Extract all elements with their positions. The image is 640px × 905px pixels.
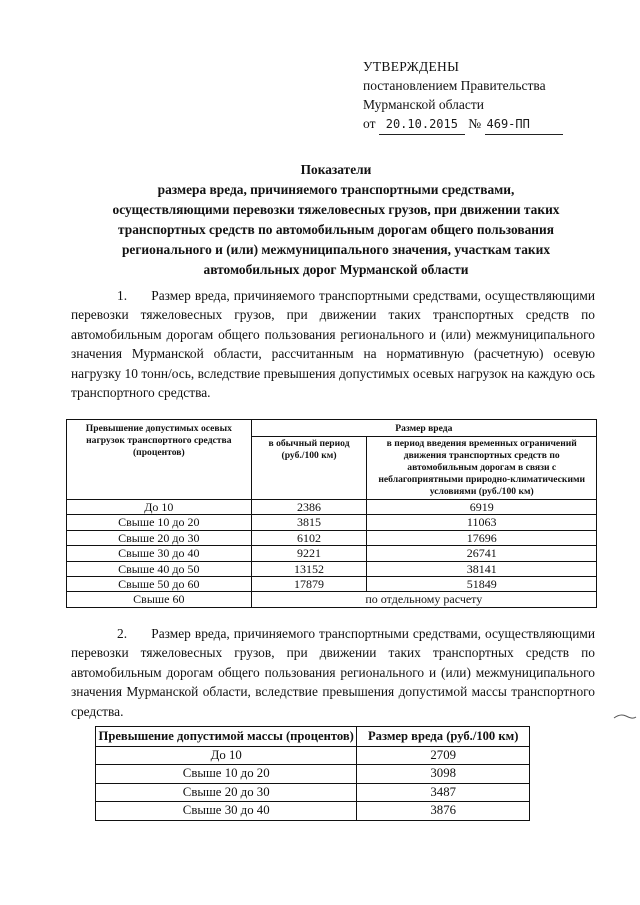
restricted-value-cell: 26741 [367,546,597,561]
approval-date-line [363,114,563,135]
section-2-number: 2. [117,626,128,641]
approval-line-1: постановлением Правительства [363,78,546,93]
table-row [67,546,597,561]
decree-number: 469-ПП [485,115,563,135]
table-header-row [67,420,597,437]
range-cell: Свыше 20 до 30 [67,530,252,545]
value-cell: 3876 [357,802,530,821]
range-cell: Свыше 10 до 20 [96,765,357,784]
range-cell: Свыше 40 до 50 [67,561,252,576]
approval-heading: УТВЕРЖДЕНЫ [363,59,460,74]
restricted-value-cell: 17696 [367,530,597,545]
section-2-text: Размер вреда, причиняемого транспортными средствами, осуществляющими перевозки тяжеловесных грузов, при движении таких транспортных средств по автомобильным дорогам общего пользования регионального и (или) межмуниципального значения Мурманской области, вследствие превышения допустимой массы транспортного средства. [71,626,595,719]
mass-damage-table [95,726,530,821]
title-line: регионального и (или) межмуниципального значения, участкам таких [121,242,551,257]
title-line: Показатели [300,162,372,177]
table-row [96,783,530,802]
title-line: размера вреда, причиняемого транспортными средствами, [157,182,515,197]
section-1-number: 1. [117,288,128,303]
range-cell: Свыше 20 до 30 [96,783,357,802]
normal-value-cell: 13152 [251,561,367,576]
title-line: осуществляющими перевозки тяжеловесных грузов, при движении таких [112,202,560,217]
number-sign: № [468,116,482,131]
normal-value-cell: 6102 [251,530,367,545]
table-row [67,561,597,576]
section-2-paragraph [71,624,595,721]
value-cell: 2709 [357,746,530,765]
table-row [96,765,530,784]
range-cell: До 10 [67,500,252,515]
title-line: транспортных средств по автомобильным дорогам общего пользования [118,222,554,237]
table-row [67,530,597,545]
range-cell: Свыше 60 [67,592,252,607]
range-cell: Свыше 30 до 40 [96,802,357,821]
column-header-mass-overload: Превышение допустимой массы (процентов) [96,727,357,747]
normal-value-cell: 17879 [251,577,367,592]
column-header-overload: Превышение допустимых осевых нагрузок транспортного средства (процентов) [67,420,252,500]
value-cell: 3487 [357,783,530,802]
section-1-paragraph [71,286,595,402]
restricted-value-cell: 38141 [367,561,597,576]
range-cell: Свыше 50 до 60 [67,577,252,592]
normal-value-cell: 9221 [251,546,367,561]
column-header-damage: Размер вреда (руб./100 км) [357,727,530,747]
section-1-text: Размер вреда, причиняемого транспортными средствами, осуществляющими перевозки тяжеловесных грузов, при движении таких транспортных средств по автомобильным дорогам общего пользования регионального и (или) межмуниципального значения Мурманской области, рассчитанным на нормативную (расчетную) осевую нагрузку 10 тонн/ось, вследствие превышения допустимых осевых нагрузок на каждую ось транспортного средства. [71,288,595,401]
normal-value-cell: 2386 [251,500,367,515]
restricted-value-cell: 11063 [367,515,597,530]
table-row [67,577,597,592]
table-row [96,746,530,765]
table-row [67,500,597,515]
approval-line-2: Мурманской области [363,97,484,112]
restricted-value-cell: 6919 [367,500,597,515]
column-header-normal-period: в обычный период (руб./100 км) [251,437,367,500]
title-line: автомобильных дорог Мурманской области [203,262,469,277]
table-row [96,802,530,821]
column-group-header-damage: Размер вреда [251,420,596,437]
range-cell: Свыше 10 до 20 [67,515,252,530]
restricted-value-cell: 51849 [367,577,597,592]
table-row [67,515,597,530]
normal-value-cell: 3815 [251,515,367,530]
approval-block [363,57,563,135]
value-cell: 3098 [357,765,530,784]
from-label: от [363,116,376,131]
separate-calculation-cell: по отдельному расчету [251,592,596,607]
range-cell: Свыше 30 до 40 [67,546,252,561]
document-title [66,160,606,280]
table-row [67,592,597,607]
decree-date: 20.10.2015 [379,115,465,135]
column-header-restricted-period: в период введения временных ограничений движения транспортных средств по автомобильным дорогам в связи с неблагоприятными природно-климатическими условиями (руб./100 км) [367,437,597,500]
range-cell: До 10 [96,746,357,765]
margin-pen-mark [613,712,637,722]
axle-load-damage-table [66,419,597,608]
table-header-row [96,727,530,747]
